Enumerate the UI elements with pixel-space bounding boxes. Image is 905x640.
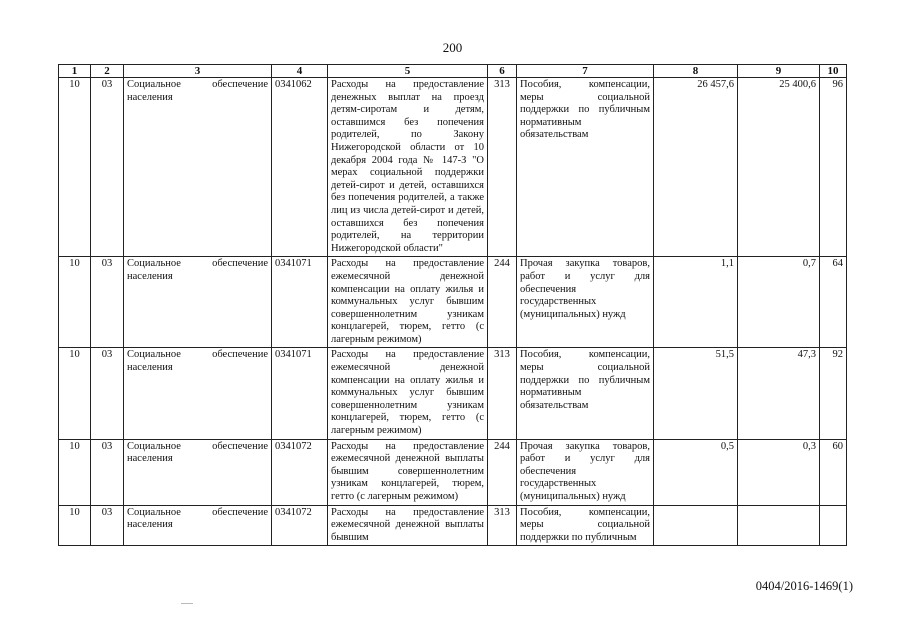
column-header: 7 <box>517 65 654 78</box>
execution-percent: 60 <box>820 439 847 505</box>
subsection-name: Социальное обеспечение населения <box>124 348 272 439</box>
column-header: 8 <box>654 65 738 78</box>
expense-type-name: Пособия, компенсации, меры социальной поддержки по публичным нормативным обязательствам <box>517 348 654 439</box>
subsection-code: 03 <box>91 505 124 546</box>
target-item-code: 0341072 <box>272 439 328 505</box>
section-code: 10 <box>59 78 91 257</box>
actual-amount: 0,7 <box>738 257 820 348</box>
actual-amount <box>738 505 820 546</box>
expense-type-code: 244 <box>488 257 517 348</box>
subsection-code: 03 <box>91 348 124 439</box>
column-header: 4 <box>272 65 328 78</box>
subsection-name: Социальное обеспечение населения <box>124 257 272 348</box>
section-code: 10 <box>59 348 91 439</box>
execution-percent: 92 <box>820 348 847 439</box>
execution-percent: 64 <box>820 257 847 348</box>
subsection-code: 03 <box>91 257 124 348</box>
execution-percent: 96 <box>820 78 847 257</box>
expense-description: Расходы на предоставление ежемесячной денежной выплаты бывшим <box>328 505 488 546</box>
expense-type-name: Пособия, компенсации, меры социальной поддержки по публичным нормативным обязательствам <box>517 78 654 257</box>
planned-amount: 26 457,6 <box>654 78 738 257</box>
column-header: 9 <box>738 65 820 78</box>
section-code: 10 <box>59 439 91 505</box>
subsection-name: Социальное обеспечение населения <box>124 78 272 257</box>
target-item-code: 0341071 <box>272 348 328 439</box>
subsection-name: Социальное обеспечение населения <box>124 505 272 546</box>
target-item-code: 0341071 <box>272 257 328 348</box>
section-code: 10 <box>59 505 91 546</box>
column-header: 6 <box>488 65 517 78</box>
planned-amount: 51,5 <box>654 348 738 439</box>
column-header: 10 <box>820 65 847 78</box>
expense-type-code: 313 <box>488 505 517 546</box>
target-item-code: 0341072 <box>272 505 328 546</box>
expense-type-name: Пособия, компенсации, меры социальной поддержки по публичным <box>517 505 654 546</box>
planned-amount: 1,1 <box>654 257 738 348</box>
expense-description: Расходы на предоставление ежемесячной денежной компенсации на оплату жилья и коммунальных услуг бывшим совершеннолетним узникам концлагерей, тюрем, гетто (с лагерным режимом) <box>328 257 488 348</box>
actual-amount: 0,3 <box>738 439 820 505</box>
document-code: 0404/2016-1469(1) <box>755 579 853 593</box>
table-row <box>59 257 847 348</box>
expense-type-code: 313 <box>488 348 517 439</box>
expense-description: Расходы на предоставление денежных выплат на проезд детям-сиротам и детям, оставшимся без попечения родителей, по Закону Нижегородской области от 10 декабря 2004 года № 147-З "О мерах социальной поддержки детей-сирот и детей, оставшихся без попечения родителей, а также лиц из числа детей-сирот и детей, оставшихся без попечения родителей, на территории Нижегородской области" <box>328 78 488 257</box>
column-header: 2 <box>91 65 124 78</box>
expense-description: Расходы на предоставление ежемесячной денежной компенсации на оплату жилья и коммунальных услуг бывшим совершеннолетним узникам концлагерей, тюрем, гетто (с лагерным режимом) <box>328 348 488 439</box>
column-header: 5 <box>328 65 488 78</box>
expense-type-code: 244 <box>488 439 517 505</box>
expense-type-code: 313 <box>488 78 517 257</box>
actual-amount: 25 400,6 <box>738 78 820 257</box>
planned-amount: 0,5 <box>654 439 738 505</box>
column-header: 3 <box>124 65 272 78</box>
table-row <box>59 78 847 257</box>
table-row <box>59 348 847 439</box>
actual-amount: 47,3 <box>738 348 820 439</box>
table-row <box>59 505 847 546</box>
expense-type-name: Прочая закупка товаров, работ и услуг для обеспечения государственных (муниципальных) нужд <box>517 439 654 505</box>
scan-artifact <box>181 603 193 604</box>
page-number: 200 <box>442 40 463 55</box>
subsection-name: Социальное обеспечение населения <box>124 439 272 505</box>
expense-description: Расходы на предоставление ежемесячной денежной выплаты бывшим совершеннолетним узникам концлагерей, тюрем, гетто (с лагерным режимом) <box>328 439 488 505</box>
budget-table <box>58 64 847 546</box>
table-header-row <box>59 65 847 78</box>
planned-amount <box>654 505 738 546</box>
section-code: 10 <box>59 257 91 348</box>
execution-percent <box>820 505 847 546</box>
subsection-code: 03 <box>91 439 124 505</box>
subsection-code: 03 <box>91 78 124 257</box>
table-row <box>59 439 847 505</box>
column-header: 1 <box>59 65 91 78</box>
expense-type-name: Прочая закупка товаров, работ и услуг для обеспечения государственных (муниципальных) нужд <box>517 257 654 348</box>
target-item-code: 0341062 <box>272 78 328 257</box>
